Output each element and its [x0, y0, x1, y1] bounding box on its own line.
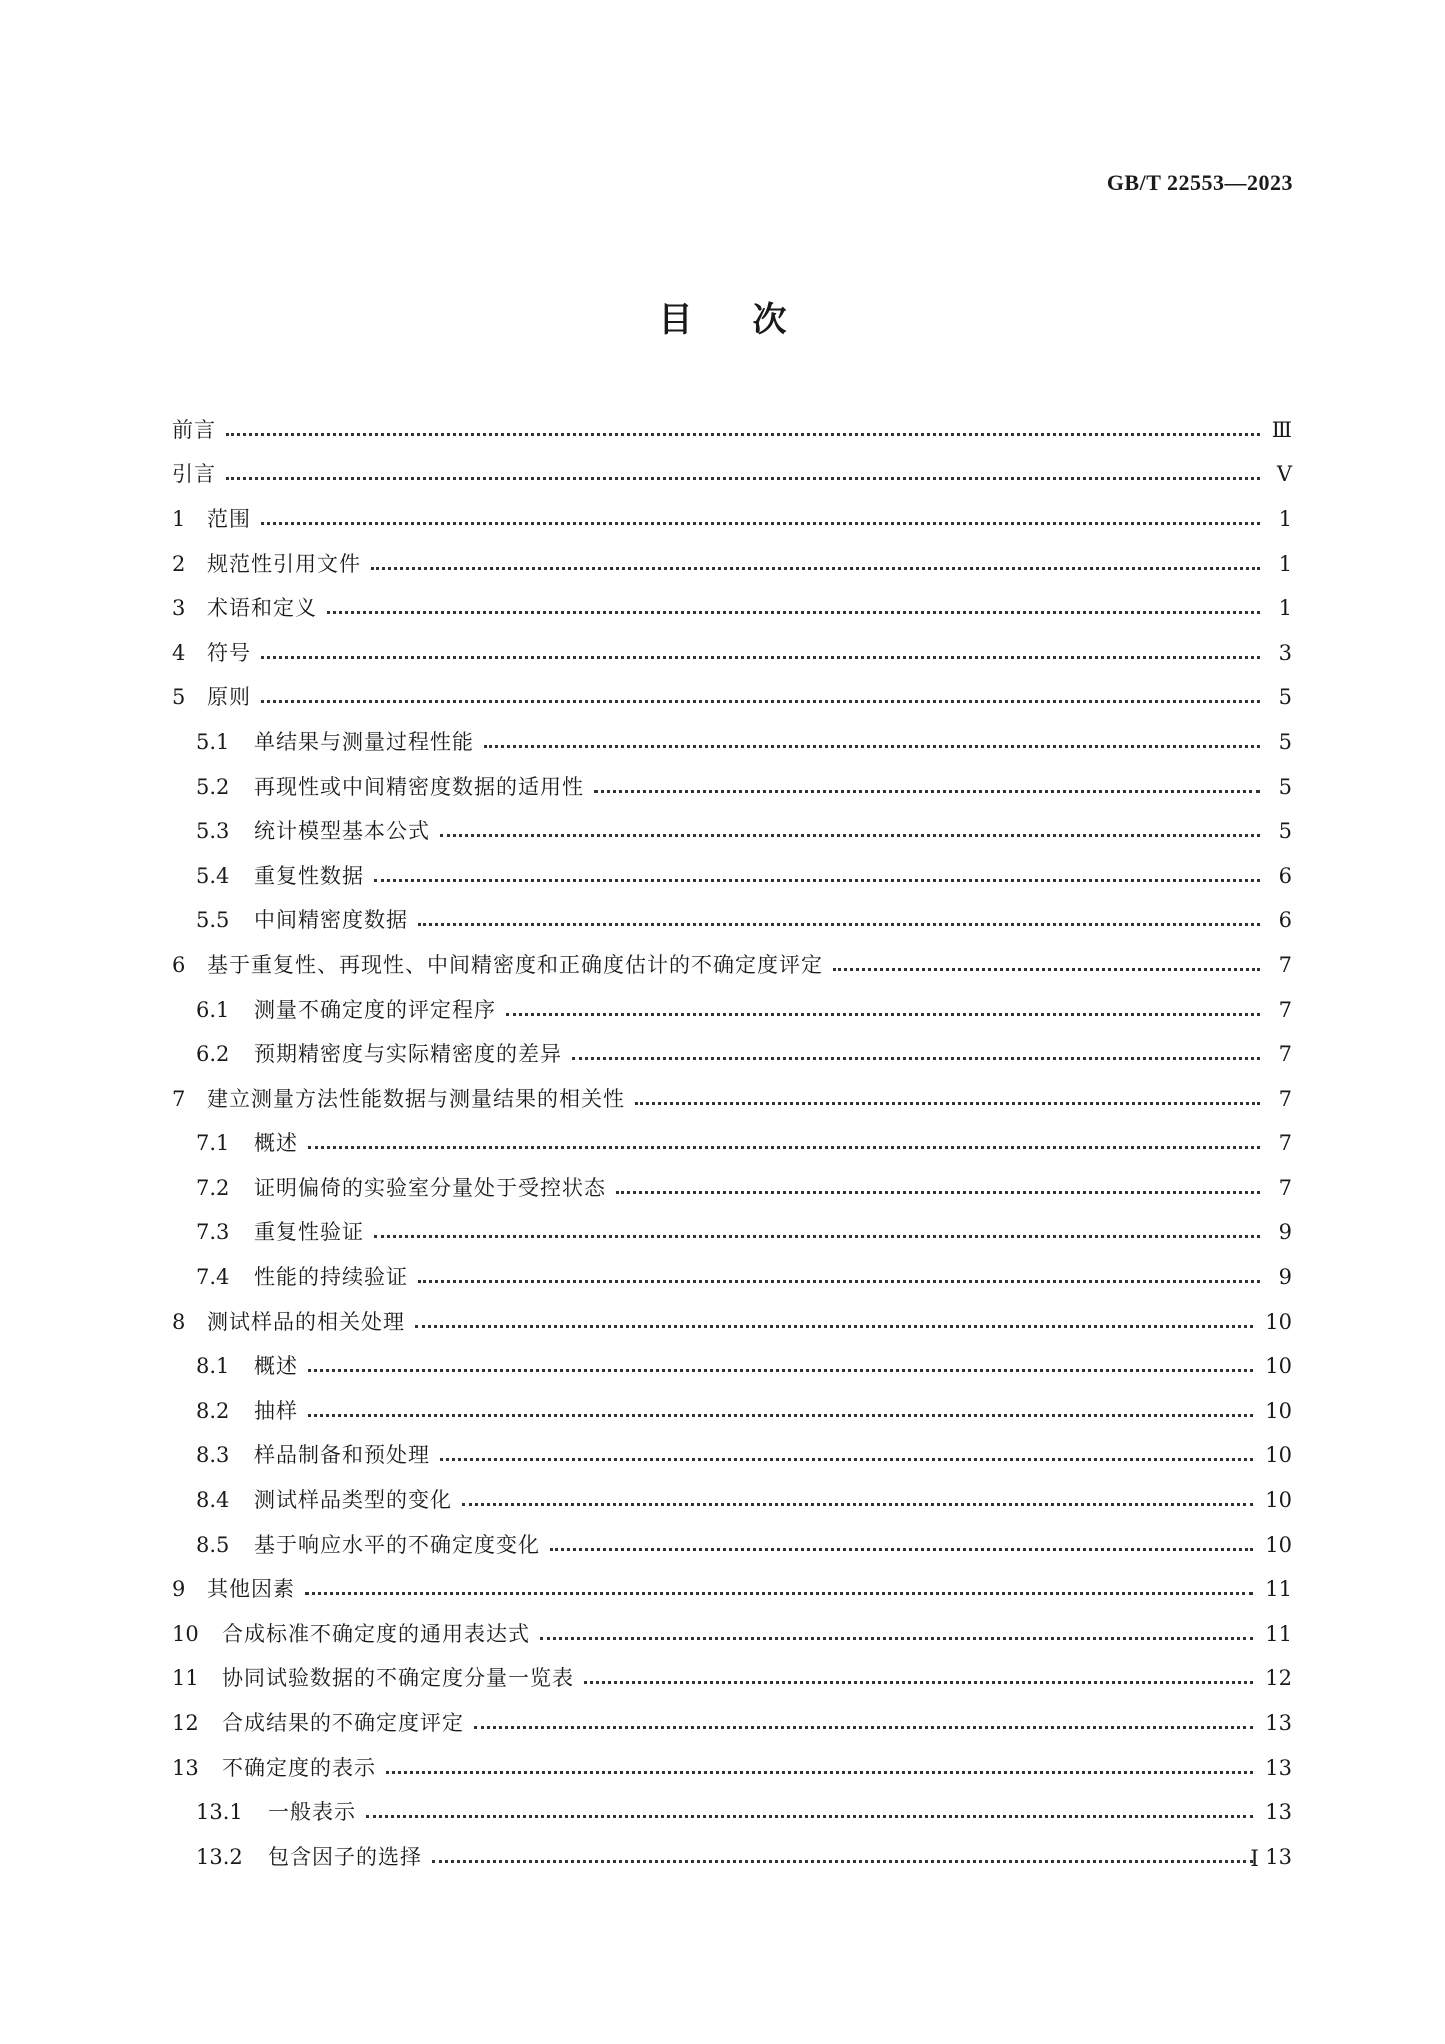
toc-entry-page: Ⅴ [1276, 462, 1292, 487]
toc-entry-number: 10 [172, 1621, 199, 1646]
toc-entry-page: 10 [1265, 1309, 1292, 1334]
toc-entry-number: 6.2 [196, 1042, 230, 1067]
toc-entry[interactable] [172, 586, 1292, 631]
toc-entry-page: 7 [1278, 1175, 1292, 1200]
toc-entry-number: 8.4 [196, 1488, 230, 1513]
toc-dot-leader [635, 1102, 1260, 1105]
toc-entry-label: 原则 [207, 685, 251, 710]
toc-entry[interactable] [172, 497, 1292, 542]
toc-entry-label: 概述 [254, 1131, 298, 1156]
toc-entry-label: 合成标准不确定度的通用表达式 [222, 1621, 530, 1646]
toc-dot-leader [484, 745, 1260, 748]
toc-entry-label: 预期精密度与实际精密度的差异 [254, 1042, 562, 1067]
toc-entry-page: 11 [1265, 1621, 1292, 1646]
toc-entry-label: 中间精密度数据 [254, 908, 408, 933]
toc-entry-page: 6 [1278, 908, 1292, 933]
toc-entry-number: 5.4 [196, 863, 230, 888]
toc-entry-page: 11 [1265, 1577, 1292, 1602]
toc-dot-leader [305, 1592, 1253, 1595]
toc-entry[interactable] [172, 1567, 1292, 1612]
toc-entry-number: 5.5 [196, 908, 230, 933]
toc-entry-page: 1 [1278, 506, 1292, 531]
toc-entry-number: 8 [172, 1309, 186, 1334]
toc-entry-page: 3 [1278, 640, 1292, 665]
page-title: 目次 [658, 300, 847, 340]
toc-entry-number: 8.1 [196, 1354, 230, 1379]
toc-dot-leader [386, 1771, 1253, 1774]
toc-entry-label: 包含因子的选择 [268, 1844, 422, 1869]
toc-dot-leader [462, 1503, 1253, 1506]
toc-entry[interactable] [172, 1434, 1292, 1479]
toc-entry-number: 8.3 [196, 1443, 230, 1468]
toc-entry-label: 基于重复性、再现性、中间精密度和正确度估计的不确定度评定 [207, 952, 823, 977]
toc-entry[interactable] [172, 1701, 1292, 1746]
toc-entry-number: 11 [172, 1666, 199, 1691]
table-of-contents [172, 408, 1292, 1880]
toc-entry-page: 7 [1278, 1042, 1292, 1067]
toc-entry-page: 12 [1265, 1666, 1292, 1691]
toc-entry-page: 9 [1278, 1265, 1292, 1290]
toc-entry-number: 5.1 [196, 729, 230, 754]
toc-entry-page: 13 [1265, 1844, 1292, 1869]
toc-entry-label: 统计模型基本公式 [254, 819, 430, 844]
toc-entry-number: 3 [172, 596, 186, 621]
toc-entry-page: 7 [1278, 1131, 1292, 1156]
toc-entry-label: 术语和定义 [207, 596, 317, 621]
toc-entry-number: 8.2 [196, 1398, 230, 1423]
toc-entry-number: 6 [172, 952, 186, 977]
toc-entry-number: 5.2 [196, 774, 230, 799]
toc-dot-leader [371, 567, 1260, 570]
toc-dot-leader [308, 1146, 1260, 1149]
toc-entry[interactable] [172, 1211, 1292, 1256]
toc-entry-number: 7.4 [196, 1265, 230, 1290]
toc-dot-leader [616, 1191, 1260, 1194]
toc-entry-label: 性能的持续验证 [254, 1265, 408, 1290]
toc-entry-label: 测试样品类型的变化 [254, 1488, 452, 1513]
toc-dot-leader [418, 923, 1260, 926]
toc-entry-page: 7 [1278, 1086, 1292, 1111]
toc-dot-leader [415, 1325, 1253, 1328]
toc-entry-label: 符号 [207, 640, 251, 665]
toc-entry-page: 7 [1278, 952, 1292, 977]
toc-entry[interactable] [172, 1122, 1292, 1167]
toc-entry[interactable] [172, 1255, 1292, 1300]
toc-entry-label: 样品制备和预处理 [254, 1443, 430, 1468]
toc-entry[interactable] [172, 1612, 1292, 1657]
toc-entry-number: 5 [172, 685, 186, 710]
toc-entry-label: 不确定度的表示 [222, 1755, 376, 1780]
toc-entry-page: 10 [1265, 1488, 1292, 1513]
toc-dot-leader [432, 1860, 1253, 1863]
toc-dot-leader [440, 1458, 1253, 1461]
page-number: Ⅰ [1250, 1846, 1259, 1871]
toc-entry-number: 9 [172, 1577, 186, 1602]
toc-entry[interactable] [172, 408, 1292, 453]
standard-code: GB/T 22553—2023 [1106, 170, 1293, 195]
toc-entry-page: 5 [1278, 774, 1292, 799]
toc-entry-page: 13 [1265, 1711, 1292, 1736]
toc-entry-number: 12 [172, 1711, 199, 1736]
toc-dot-leader [584, 1681, 1253, 1684]
toc-entry-number: 4 [172, 640, 186, 665]
toc-entry-page: 5 [1278, 729, 1292, 754]
toc-entry[interactable] [172, 1657, 1292, 1702]
toc-entry-number: 13.2 [196, 1844, 243, 1869]
toc-entry-page: 13 [1265, 1800, 1292, 1825]
toc-entry[interactable] [172, 1389, 1292, 1434]
toc-entry-page: 10 [1265, 1532, 1292, 1557]
toc-dot-leader [261, 656, 1260, 659]
toc-dot-leader [374, 1235, 1260, 1238]
toc-entry-number: 7.3 [196, 1220, 230, 1245]
toc-dot-leader [308, 1414, 1253, 1417]
toc-entry[interactable] [172, 1523, 1292, 1568]
toc-entry[interactable] [172, 854, 1292, 899]
toc-entry[interactable] [172, 988, 1292, 1033]
toc-entry-number: 1 [172, 506, 186, 531]
toc-entry[interactable] [172, 899, 1292, 944]
toc-entry-label: 范围 [207, 506, 251, 531]
toc-entry-label: 概述 [254, 1354, 298, 1379]
toc-entry-number: 13 [172, 1755, 199, 1780]
toc-dot-leader [506, 1013, 1260, 1016]
toc-entry-page: 10 [1265, 1443, 1292, 1468]
toc-entry-number: 2 [172, 551, 186, 576]
toc-entry-number: 7.1 [196, 1131, 230, 1156]
toc-entry-page: 5 [1278, 685, 1292, 710]
toc-entry[interactable] [172, 1344, 1292, 1389]
toc-entry-label: 单结果与测量过程性能 [254, 729, 474, 754]
toc-entry-number: 7 [172, 1086, 186, 1111]
toc-entry-label: 合成结果的不确定度评定 [222, 1711, 464, 1736]
toc-entry-label: 重复性数据 [254, 863, 364, 888]
toc-entry-label: 重复性验证 [254, 1220, 364, 1245]
toc-entry[interactable] [172, 1478, 1292, 1523]
toc-entry-label: 证明偏倚的实验室分量处于受控状态 [254, 1175, 606, 1200]
toc-entry[interactable] [172, 1746, 1292, 1791]
toc-dot-leader [308, 1369, 1253, 1372]
toc-entry-label: 测量不确定度的评定程序 [254, 997, 496, 1022]
toc-entry[interactable] [172, 1077, 1292, 1122]
toc-entry-label: 抽样 [254, 1398, 298, 1423]
toc-dot-leader [226, 477, 1260, 480]
toc-entry-page: 10 [1265, 1354, 1292, 1379]
toc-entry-page: 6 [1278, 863, 1292, 888]
toc-dot-leader [418, 1280, 1260, 1283]
toc-entry[interactable] [172, 1032, 1292, 1077]
toc-entry-label: 其他因素 [207, 1577, 295, 1602]
toc-entry-page: Ⅲ [1271, 417, 1292, 442]
toc-entry[interactable] [172, 1300, 1292, 1345]
toc-entry-page: 7 [1278, 997, 1292, 1022]
toc-entry-page: 13 [1265, 1755, 1292, 1780]
toc-entry-label: 协同试验数据的不确定度分量一览表 [222, 1666, 574, 1691]
toc-dot-leader [440, 834, 1260, 837]
toc-entry[interactable] [172, 542, 1292, 587]
toc-entry-label: 再现性或中间精密度数据的适用性 [254, 774, 584, 799]
toc-entry-page: 5 [1278, 819, 1292, 844]
toc-entry-number: 5.3 [196, 819, 230, 844]
toc-dot-leader [594, 790, 1260, 793]
toc-entry-page: 9 [1278, 1220, 1292, 1245]
toc-entry[interactable] [172, 453, 1292, 498]
toc-entry[interactable] [172, 943, 1292, 988]
toc-dot-leader [226, 433, 1260, 436]
toc-dot-leader [572, 1057, 1260, 1060]
toc-entry-label: 一般表示 [268, 1800, 356, 1825]
toc-dot-leader [474, 1726, 1253, 1729]
toc-entry-number: 7.2 [196, 1175, 230, 1200]
toc-entry-page: 10 [1265, 1398, 1292, 1423]
toc-entry-label: 规范性引用文件 [207, 551, 361, 576]
toc-dot-leader [540, 1637, 1253, 1640]
toc-dot-leader [833, 968, 1260, 971]
toc-entry-label: 前言 [172, 417, 216, 442]
toc-entry[interactable] [172, 720, 1292, 765]
toc-entry-label: 测试样品的相关处理 [207, 1309, 405, 1334]
toc-dot-leader [366, 1815, 1253, 1818]
toc-entry-number: 8.5 [196, 1532, 230, 1557]
toc-entry[interactable] [172, 765, 1292, 810]
toc-entry[interactable] [172, 631, 1292, 676]
toc-dot-leader [327, 611, 1260, 614]
toc-entry[interactable] [172, 1790, 1292, 1835]
toc-dot-leader [550, 1548, 1253, 1551]
toc-entry-page: 1 [1278, 596, 1292, 621]
toc-entry-number: 13.1 [196, 1800, 243, 1825]
toc-entry[interactable] [172, 809, 1292, 854]
toc-entry[interactable] [172, 676, 1292, 721]
toc-entry-label: 基于响应水平的不确定度变化 [254, 1532, 540, 1557]
toc-entry[interactable] [172, 1166, 1292, 1211]
toc-entry-label: 引言 [172, 462, 216, 487]
toc-entry-label: 建立测量方法性能数据与测量结果的相关性 [207, 1086, 625, 1111]
toc-entry[interactable] [172, 1835, 1292, 1880]
toc-entry-page: 1 [1278, 551, 1292, 576]
toc-dot-leader [374, 879, 1260, 882]
toc-dot-leader [261, 700, 1260, 703]
toc-entry-number: 6.1 [196, 997, 230, 1022]
toc-dot-leader [261, 522, 1260, 525]
